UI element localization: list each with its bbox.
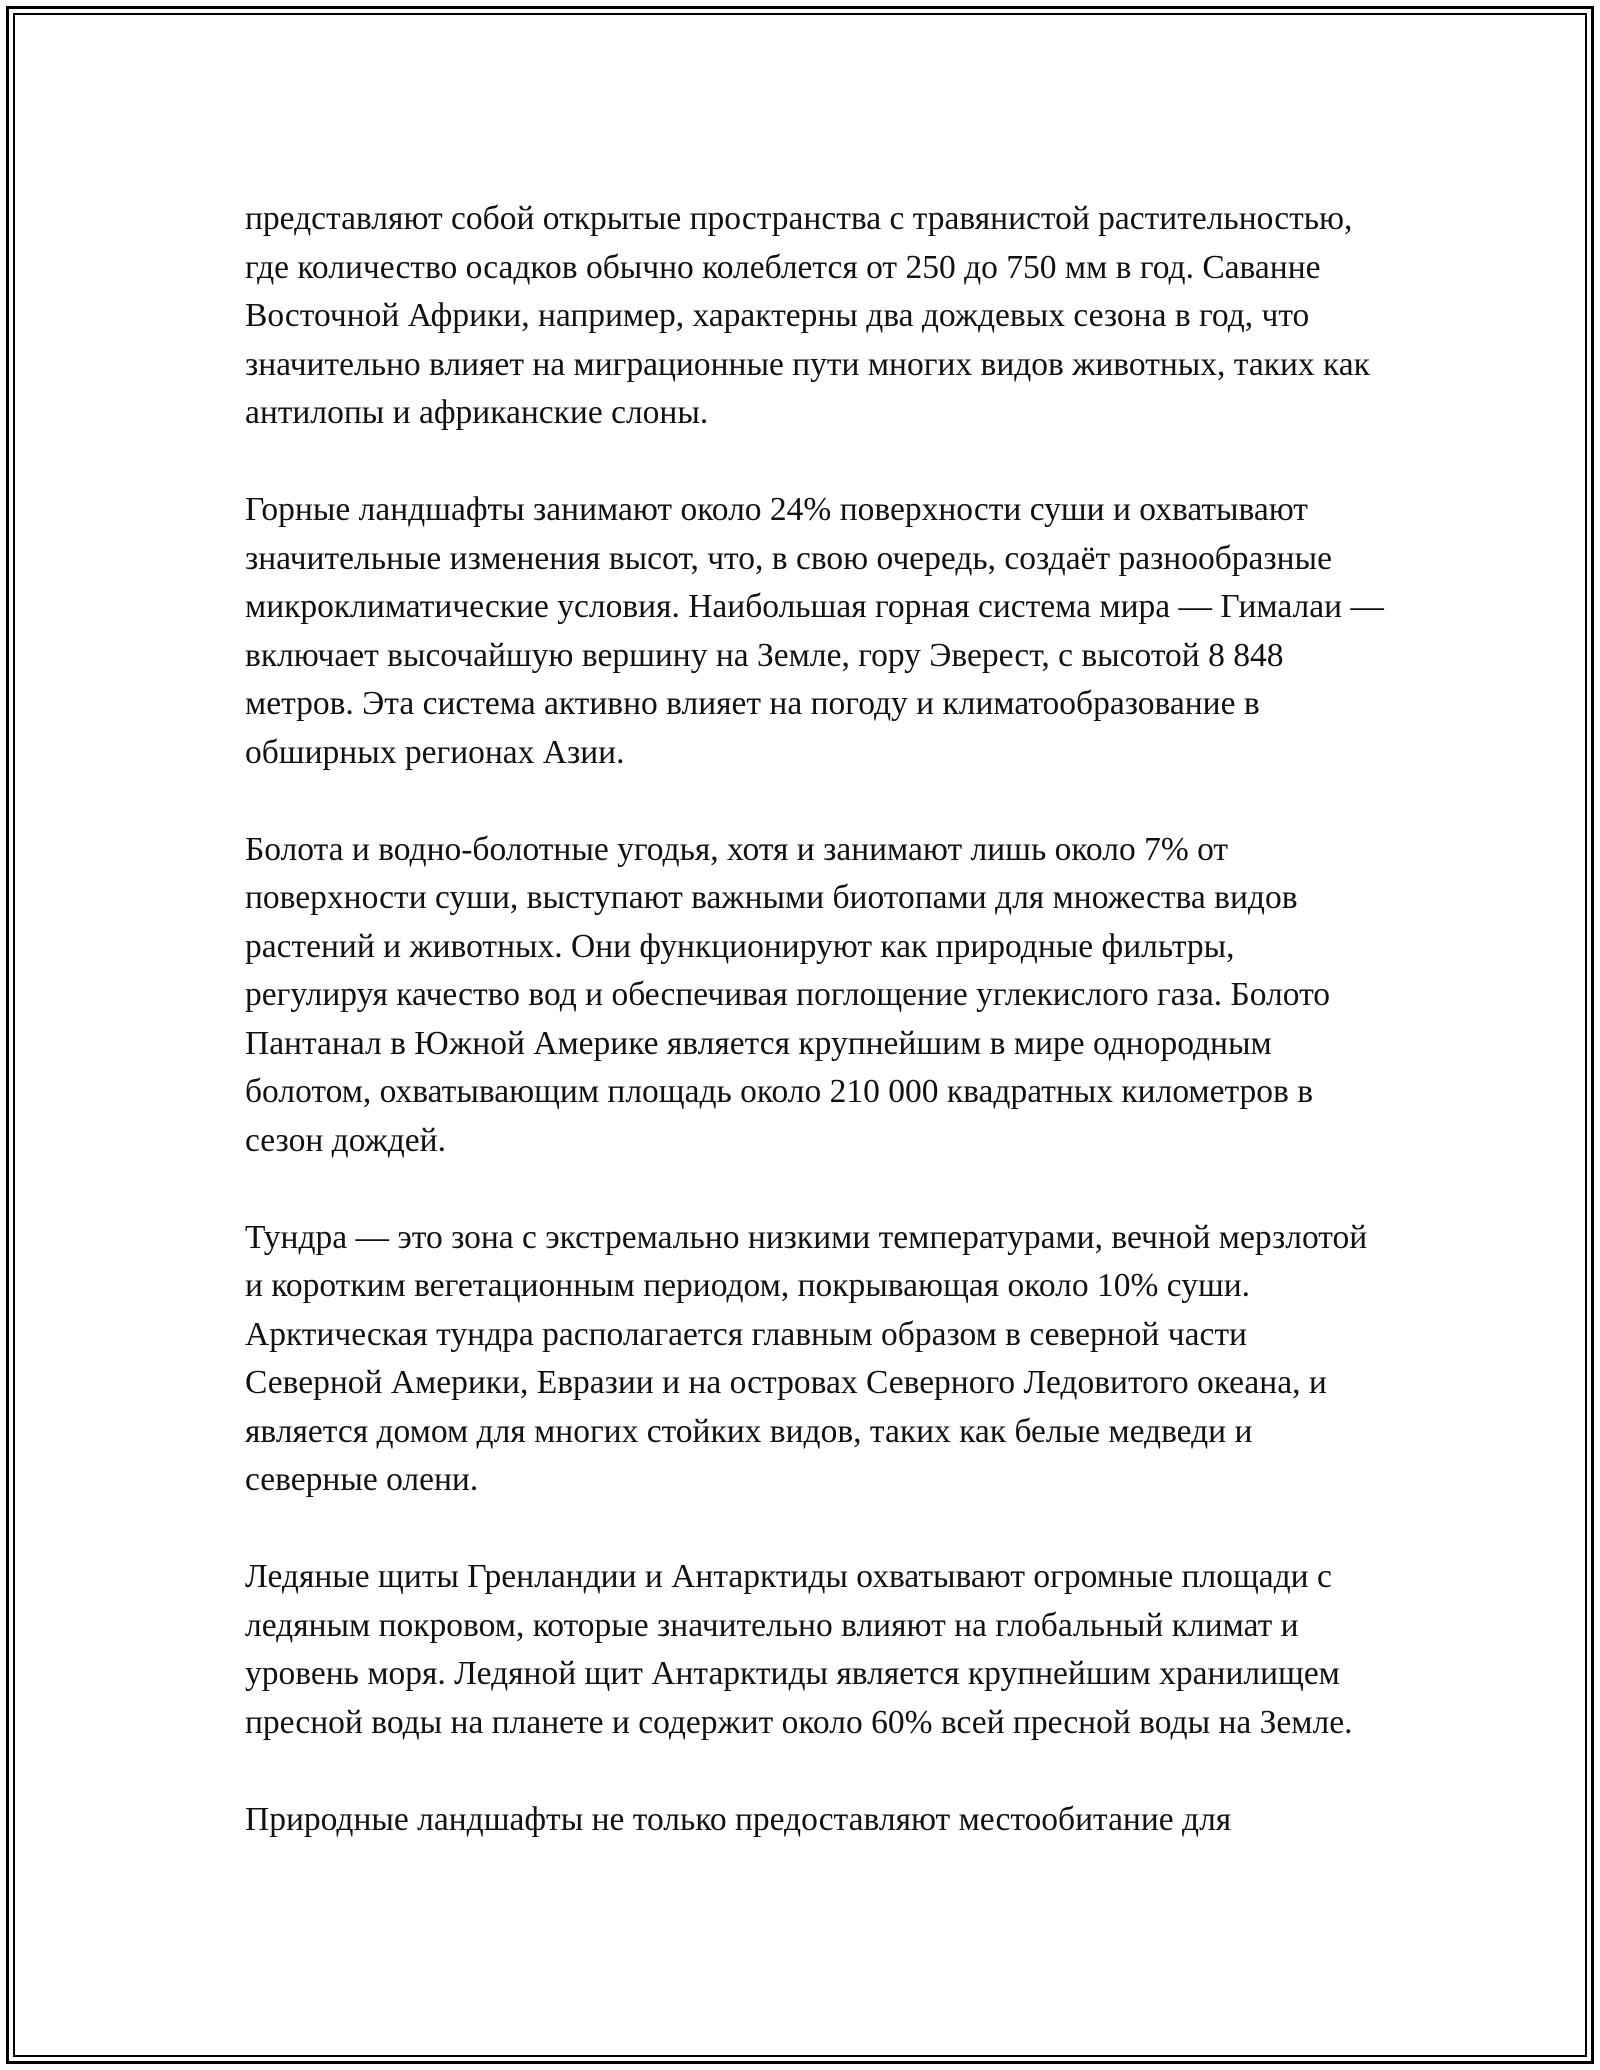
paragraph-mountains: Горные ландшафты занимают около 24% поверхности суши и охватывают значительные изменения высот, что, в свою очередь, создаёт разнообразные микроклиматические условия. Наибольшая горная система мира — Гималаи — включает высочайшую вершину на Земле, гору Эверест, с высотой 8 848 метров. Эта система активно влияет на погоду и климатообразование в обширных регионах Азии. bbox=[245, 491, 1384, 771]
paragraph-savanna: представляют собой открытые пространства с травянистой растительностью, где количество осадков обычно колеблется от 250 до 750 мм в год. Саванне Восточной Африки, например, характерны два дождевых сезона в год, что значительно влияет на миграционные пути многих видов животных, таких как антилопы и африканские слоны. bbox=[245, 200, 1370, 431]
document-page bbox=[6, 6, 1594, 2064]
paragraph-natural-landscapes: Природные ландшафты не только предоставляют местообитание для bbox=[245, 1800, 1232, 1838]
paragraph-wetlands: Болота и водно-болотные угодья, хотя и занимают лишь около 7% от поверхности суши, выступают важными биотопами для множества видов растений и животных. Они функционируют как природные фильтры, регулируя качество вод и обеспечивая поглощение углекислого газа. Болото Пантанал в Южной Америке является крупнейшим в мире однородным болотом, охватывающим площадь около 210 000 квадратных километров в сезон дождей. bbox=[245, 830, 1331, 1159]
paragraph-ice-sheets: Ледяные щиты Гренландии и Антарктиды охватывают огромные площади с ледяным покровом, которые значительно влияют на глобальный климат и уровень моря. Ледяной щит Антарктиды является крупнейшим хранилищем пресной воды на планете и содержит около 60% всей пресной воды на Земле. bbox=[245, 1558, 1353, 1741]
paragraph-tundra: Тундра — это зона с экстремально низкими температурами, вечной мерзлотой и коротким вегетационным периодом, покрывающая около 10% суши. Арктическая тундра располагается главным образом в северной части Северной Америки, Евразии и на островах Северного Ледовитого океана, и является домом для многих стойких видов, таких как белые медведи и северные олени. bbox=[245, 1218, 1368, 1498]
document-body bbox=[245, 195, 1385, 1844]
